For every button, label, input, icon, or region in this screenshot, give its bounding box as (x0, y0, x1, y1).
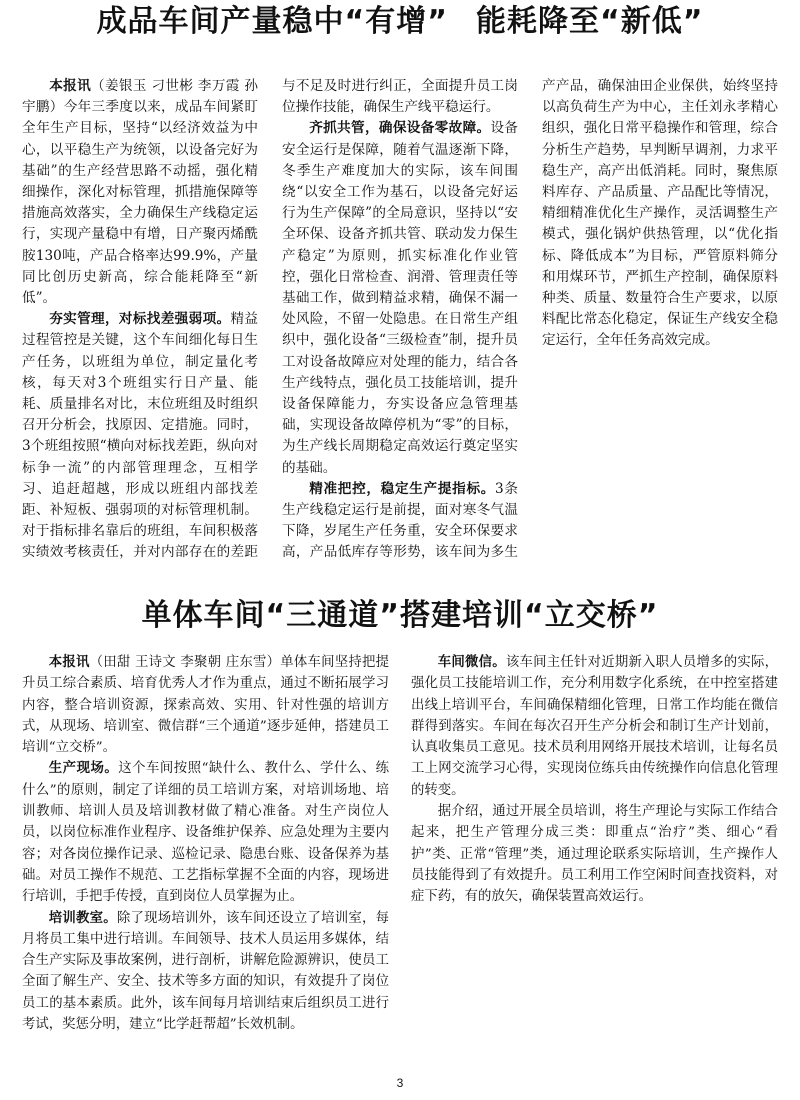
section-heading: 夯实管理，对标找差强弱项。 (49, 311, 231, 328)
paragraph-text: （姜银玉 刁世彬 李万霞 孙宇鹏）今年三季度以来，成品车间紧盯全年生产目标，坚持“以经济效益为中心，以平稳生产为统领，以设备完好为基础”的生产经营思路不动摇，强化精细操作，深化对标管理，抓措施保障等措施高效落实，全力确保生产线稳定运行，实现产量稳中有增，日产聚丙烯酰胺130吨，产品合格率达99.9%，产量同比创历史新高，综合能耗降至“新低”。 (22, 78, 259, 307)
paragraph-text: 3条生产线稳定运行是前提，面对寒冬气温下降，岁尾生产任务重，安全环保要求高，产品低库存等形势，该车间为多生产产品，确保油田企业保供，始终坚持以高负荷生产为中心，主任刘永孝精心组织，强化日常平稳操作和管理，综合分析生产趋势，早判断早调剂，力求平稳生产，高产出低消耗。同时，聚焦原料库存、产品质量、产品配比等情况，精细精准优化生产操作，灵活调整生产模式，强化锅炉供热管理，以“优化指标、降低成本”为目标，严管原料筛分和用煤环节，严抓生产控制，确保原料种类、质量、数量符合生产要求，以原料配比常态化稳定，保证生产线安全稳定运行，全年任务高效完成。 (282, 78, 778, 561)
section-heading: 精准把控，稳定生产提指标。 (309, 480, 496, 497)
paragraph (22, 76, 258, 309)
paragraph-lead: 本报讯 (49, 78, 92, 94)
article-headline (22, 2, 778, 42)
article-finished-product-workshop (22, 0, 778, 590)
headline-part-1: 成品车间产量稳中“有增” (96, 4, 448, 39)
section-heading: 生产现场。 (48, 761, 119, 777)
paragraph-text: 设备安全运行是保障，随着气温逐渐下降，冬季生产难度加大的实际，该车间围绕“以安全工作为基石，以设备完好运行为生产保障”的全局意识，坚持以“安全环保、设备齐抓共管、联动发力保生产稳定”为原则，抓实标准化作业管控，强化日常检查、润滑、管理责任等基础工作，做到精益求精，确保不漏一处风险，不留一处隐患。在日常生产组织中，强化设备“三级检查”制，提升员工对设备故障应对处理的能力，结合各生产线特点，强化员工技能培训，提升设备保障能力，夯实设备应急管理基础，实现设备故障停机为“零”的目标，为生产线长周期稳定高效运行奠定坚实的基础。 (282, 120, 519, 476)
paragraph-text: 除了现场培训外，该车间还设立了培训室，每月将员工集中进行培训。车间领导、技术人员运用多媒体，结合生产实际及事故案例，进行剖析，讲解危险源辨识，使员工全面了解生产、安全、技术等多方面的知识，有效提升了岗位员工的基本素质。此外，该车间每月培训结束后组织员工进行考试，奖惩分明，建立“比学赶帮超”长效机制。 (22, 910, 390, 1033)
paragraph (22, 908, 389, 1036)
paragraph-text: 精益过程管控是关键，这个车间细化每日生产任务，以班组为单位，制定量化考核，每天对3个班组实行日产量、能耗、质量排名对比，末位班组及时组织召开分析会，找原因、定措施。同时，3个班组按照“横向对标找差距，纵向对标争一流”的内部管理理念，互相学习、追赶超越，形成以班组内部找差距、补短板、强弱项的对标管理机制。对于指标排名靠后的班组，车间积极落实绩效考核责任，并对内部存在的差距与不足及时进行纠正，全面提升员工岗位操作技能，确保生产线平稳运行。 (22, 78, 518, 561)
paragraph-text: 这个车间按照“缺什么、教什么、学什么、练什么”的原则，制定了详细的员工培训方案，对培训场地、培训教师、培训人员及培训教材做了精心准备。对生产岗位人员，以岗位标准作业程序、设备维护保养、应急处理为主要内容；对各岗位操作记录、巡检记录、隐患台账、设备保养为基础。对员工操作不规范、工艺指标掌握不全面的内容，现场进行培训，手把手传授，直到岗位人员掌握为止。 (22, 761, 389, 905)
paragraph-text: 该车间主任针对近期新入职人员增多的实际，强化员工技能培训工作，充分利用数字化系统，在中控室搭建出线上培训平台，车间确保精细化管理，日常工作均能在微信群得到落实。车间在每次召开生产分析会和制订生产计划前，认真收集员工意见。技术员利用网络开展技术培训，让每名员工上网交流学习心得，实现岗位练兵由传统操作向信息化管理的转变。 (411, 655, 779, 798)
paragraph-lead: 本报讯 (48, 655, 90, 670)
article-headline: 单体车间“三通道”搭建培训“立交桥” (141, 598, 659, 633)
paragraph-text: （田甜 王诗文 李聚朝 庄东雪）单体车间坚持把提升员工综合素质、培育优秀人才作为重点，通过不断拓展学习内容，整合培训资源，探索高效、实用、针对性强的培训方式，从现场、培训室、微信群“三个通道”逐步延伸，搭建员工培训“立交桥”。 (22, 655, 389, 756)
headline-part-2: 能耗降至“新低” (476, 4, 704, 39)
paragraph (22, 652, 389, 758)
article-body (22, 652, 778, 1070)
article-monomer-workshop (22, 590, 778, 1080)
article-body (22, 76, 778, 584)
section-heading: 齐抓共管，确保设备零故障。 (309, 120, 491, 137)
section-heading: 车间微信。 (437, 655, 506, 670)
page-number: 3 (396, 1076, 404, 1090)
paragraph-text: 据介绍，通过开展全员培训，将生产理论与实际工作结合起来，把生产管理分成三类：即重点“治疗”类、细心“看护”类、正常“管理”类，通过理论联系实际培训，生产操作人员技能得到了有效提升。员工利用工作空闲时间查找资料，对症下药，有的放矢，确保装置高效运行。 (411, 804, 778, 905)
section-heading: 培训教室。 (48, 910, 117, 926)
paragraph (411, 652, 778, 801)
paragraph (411, 801, 778, 907)
paragraph (282, 118, 518, 478)
paragraph (22, 758, 389, 907)
